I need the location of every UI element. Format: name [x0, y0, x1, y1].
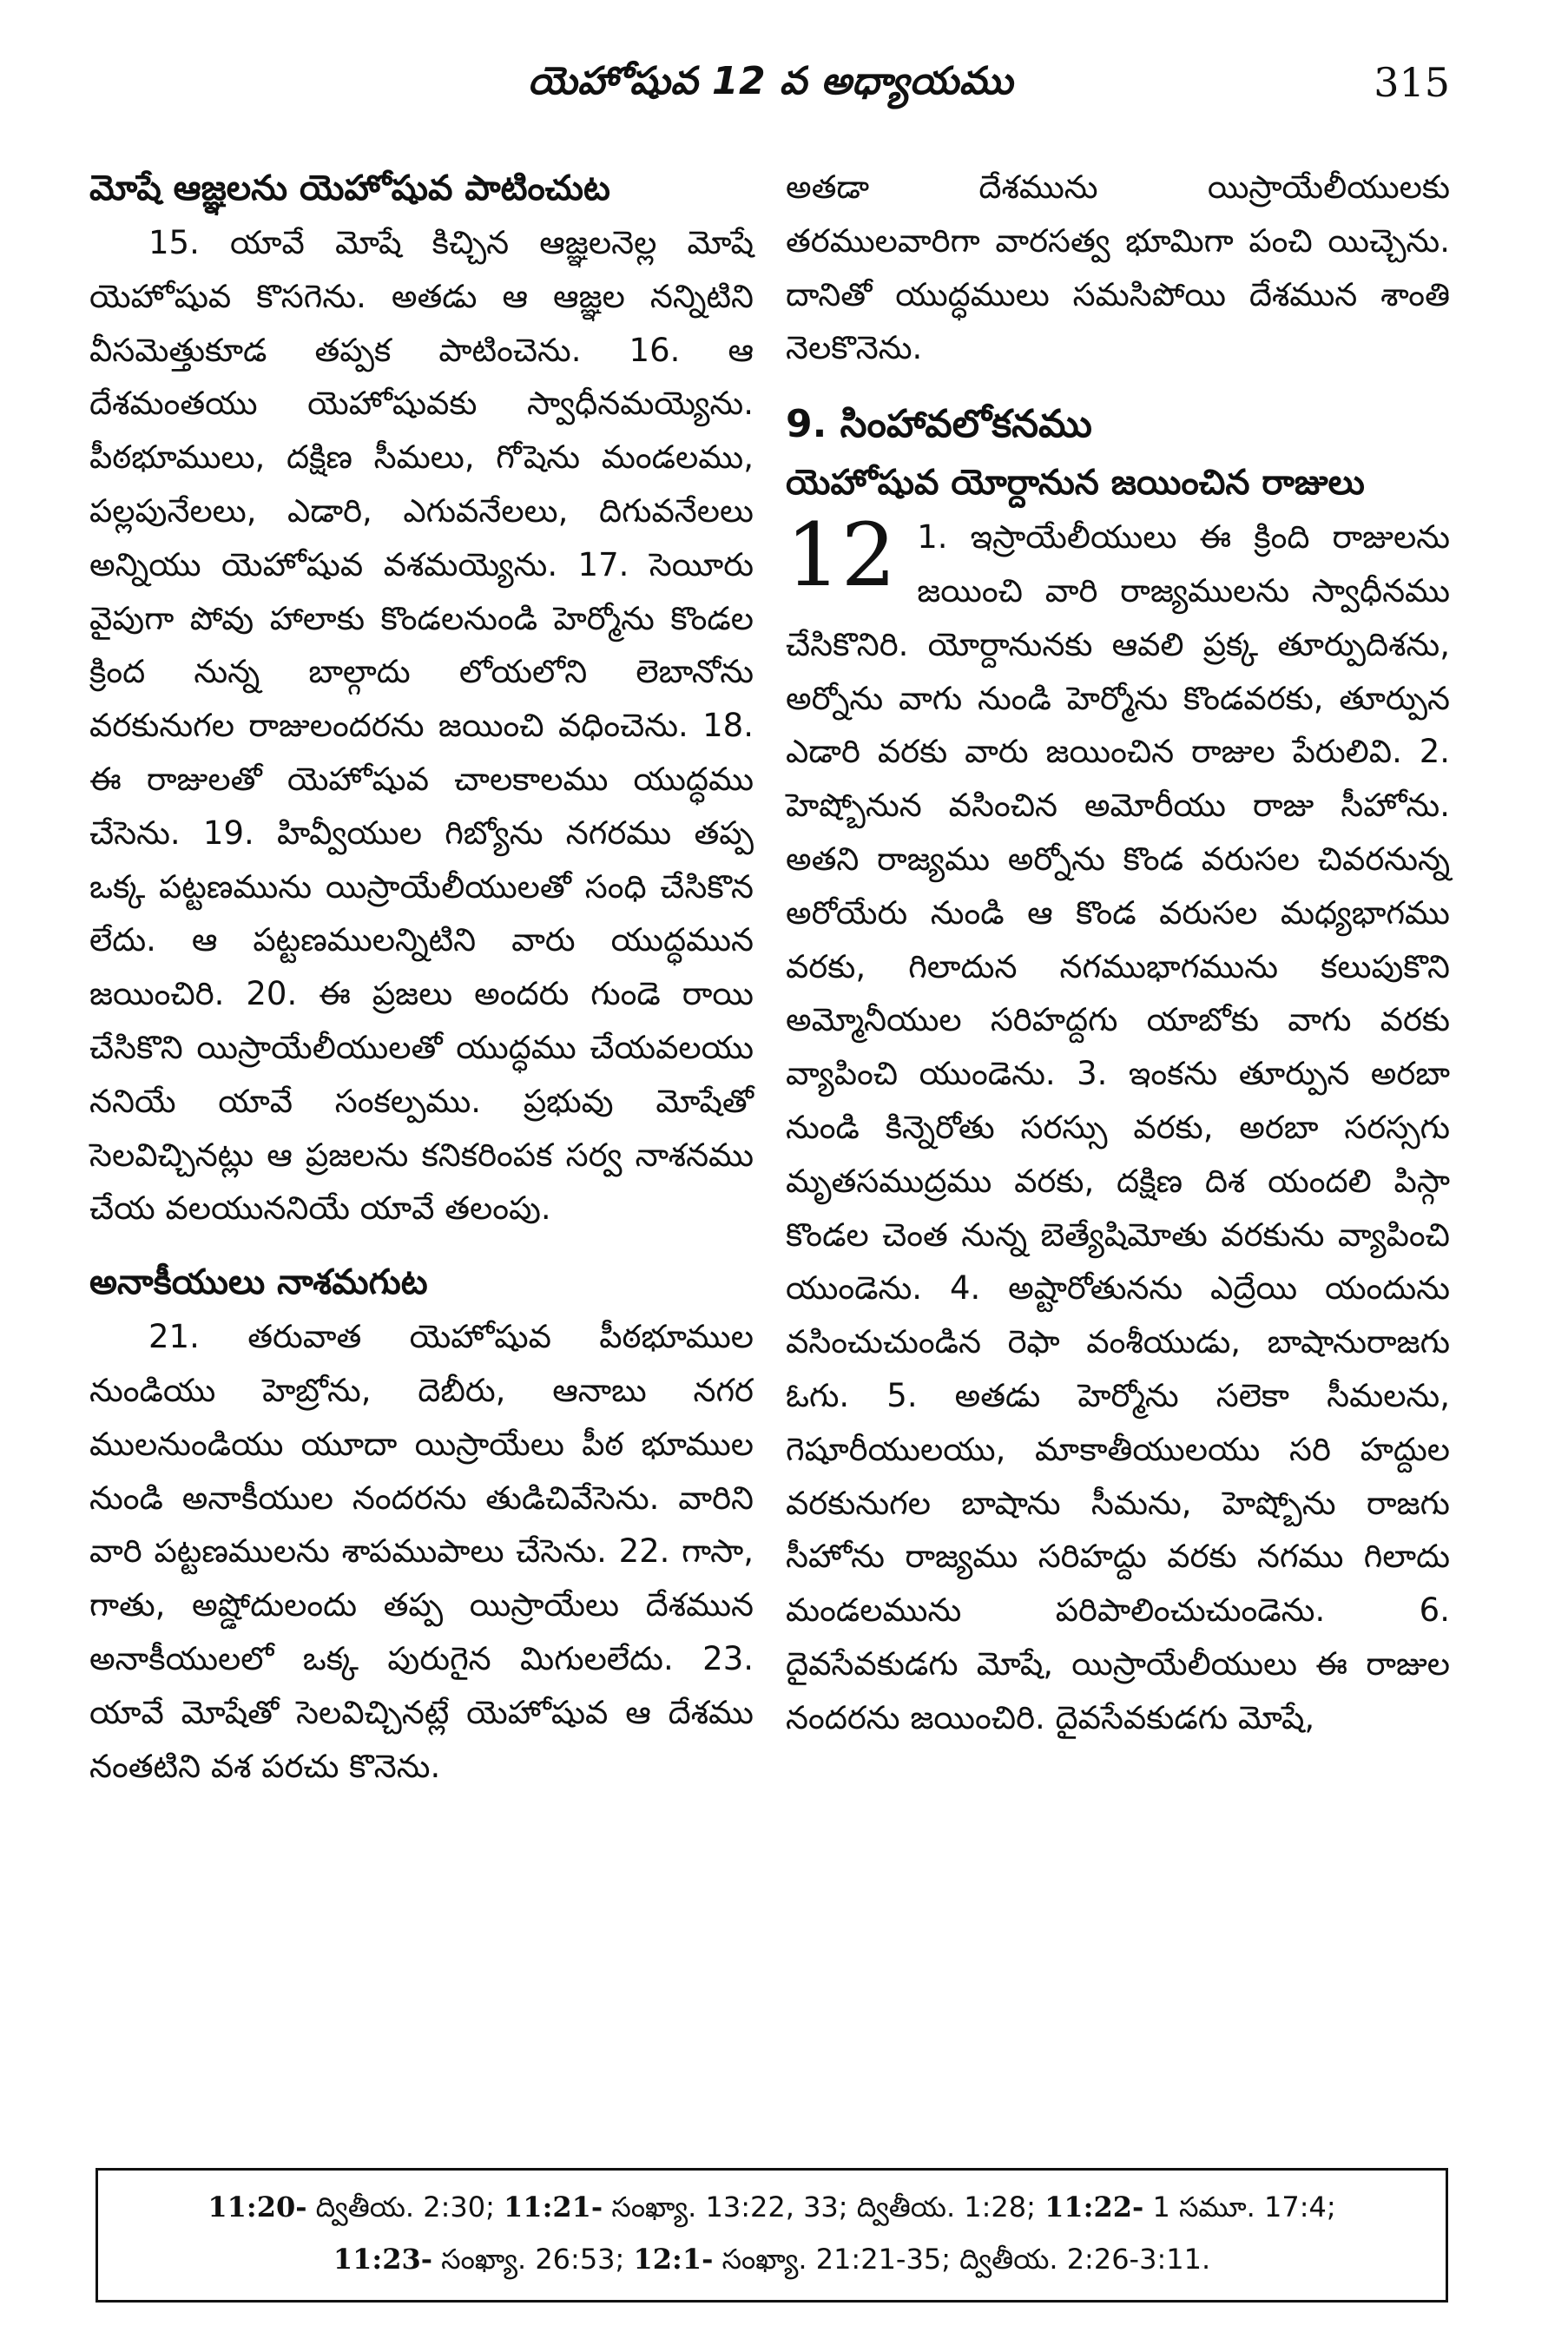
- reference-text: ద్వితీయ. 2:30;: [306, 2191, 504, 2224]
- reference-verse: 11:22-: [1044, 2191, 1144, 2224]
- running-title: యెహోషువ 12 వ అధ్యాయము: [527, 59, 1014, 103]
- body-paragraph: 21. తరువాత యెహోషువ పీఠభూముల నుండియు హెబ్రోను, దెబీరు, ఆనాబు నగర ములనుండియు యూదా యిస్రాయేలు పీఠ భూముల నుండి అనాకీయుల నందరను తుడిచివేసెను. వారిని వారి పట్టణములను శాపముపాలు చేసెను. 22. గాసా, గాతు, అష్డోదులందు తప్ప యిస్రాయేలు దేశమున అనాకీయులలో ఒక్క పురుగైన మిగులలేదు. 23. యావే మోషేతో సెలవిచ్చినట్లే యెహోషువ ఆ దేశము నంతటిని వశ పరచు కొనెను.: [89, 1318, 754, 1785]
- body-paragraph-continued: అతడా దేశమును యిస్రాయేలీయులకు తరములవారిగా వారసత్వ భూమిగా పంచి యిచ్చెను. దానితో యుద్ధములు సమసిపోయి దేశమున శాంతి నెలకొనెను.: [786, 168, 1450, 367]
- section-subheading: యెహోషువ యోర్దానున జయించిన రాజులు: [786, 463, 1365, 504]
- reference-text: సంఖ్యా. 26:53;: [432, 2243, 634, 2276]
- section-title: 9. సింహావలోకనము: [786, 402, 1092, 447]
- page-header: [91, 54, 1450, 123]
- right-column: [786, 161, 1450, 1745]
- reference-verse: 12:1-: [633, 2243, 714, 2276]
- page-number: 315: [1374, 59, 1450, 106]
- reference-text: సంఖ్యా. 13:22, 33; ద్వితీయ. 1:28;: [603, 2191, 1045, 2224]
- left-column: [89, 161, 754, 1793]
- cross-reference-box: [96, 2168, 1448, 2303]
- body-paragraph: 15. యావే మోషే కిచ్చిన ఆజ్ఞలనెల్ల మోషే యెహోషువ కొసగెను. అతడు ఆ ఆజ్ఞల నన్నిటిని వీసమెత్తుకూడ తప్పక పాటించెను. 16. ఆ దేశమంతయు యెహోషువకు స్వాధీనమయ్యెను. పీఠభూములు, దక్షిణ సీమలు, గోషెను మండలము, పల్లపునేలలు, ఎడారి, ఎగువనేలలు, దిగువనేలలు అన్నియు యెహోషువ వశమయ్యెను. 17. సెయీరు వైపుగా పోవు హాలాకు కొండలనుండి హెర్మోను కొండల క్రింద నున్న బాల్గాదు లోయలోని లెబానోను వరకునుగల రాజులందరను జయించి వధించెను. 18. ఈ రాజులతో యెహోషువ చాలకాలము యుద్ధము చేసెను. 19. హివ్వీయుల గిబ్యోను నగరము తప్ప ఒక్క పట్టణమును యిస్రాయేలీయులతో సంధి చేసికొన లేదు. ఆ పట్టణములన్నిటిని వారు యుద్ధమున జయించిరి. 20. ఈ ప్రజలు అందరు గుండె రాయి చేసికొని యిస్రాయేలీయులతో యుద్ధము చేయవలయు ననియే యావే సంకల్పము. ప్రభువు మోషేతో సెలవిచ్చినట్లు ఆ ప్రజలను కనికరింపక సర్వ నాశనము చేయ వలయుననియే యావే తలంపు.: [89, 224, 754, 1228]
- cross-reference-line: [98, 2181, 1446, 2233]
- chapter-number: 12: [786, 504, 897, 607]
- reference-verse: 11:20-: [208, 2191, 307, 2224]
- cross-reference-line: [98, 2233, 1446, 2285]
- reference-verse: 11:23-: [333, 2243, 432, 2276]
- section-heading-anakim-destroyed: అనాకీయులు నాశమగుట: [89, 1262, 428, 1303]
- reference-verse: 11:21-: [504, 2191, 603, 2224]
- chapter-text: 1. ఇస్రాయేలీయులు ఈ క్రింది రాజులను జయించి వారి రాజ్యములను స్వాధీనము చేసికొనిరి. యోర్దానునకు ఆవలి ప్రక్క తూర్పుదిశను, అర్నోను వాగు నుండి హెర్మోను కొండవరకు, తూర్పున ఎడారి వరకు వారు జయించిన రాజుల పేరులివి. 2. హెష్బోనున వసించిన అమోరీయు రాజు సీహోను. అతని రాజ్యము అర్నోను కొండ వరుసల చివరనున్న అరోయేరు నుండి ఆ కొండ వరుసల మధ్యభాగము వరకు, గిలాదున నగముభాగమును కలుపుకొని అమ్మోనీయుల సరిహద్దగు యాబోకు వాగు వరకు వ్యాపించి యుండెను. 3. ఇంకను తూర్పున అరబా నుండి కిన్నెరోతు సరస్సు వరకు, అరబా సరస్సగు మృతసముద్రము వరకు, దక్షిణ దిశ యందలి పిస్గా కొండల చెంత నున్న బెత్యేషిమోతు వరకును వ్యాపించి యుండెను. 4. అష్టారోతునను ఎద్రేయి యందును వసించుచుండిన రెఫా వంశీయుడు, బాషానురాజగు ఓగు. 5. అతడు హెర్మోను సలెకా సీమలను, గెషూరీయులయు, మాకాతీయులయు సరి హద్దుల వరకునుగల బాషాను సీమను, హెష్బోను రాజగు సీహోను రాజ్యము సరిహద్దు వరకు నగము గిలాదు మండలమును పరిపాలించుచుండెను. 6. దైవసేవకుడగు మోషే, యిస్రాయేలీయులు ఈ రాజుల నందరను జయించిరి. దైవసేవకుడగు మోషే,: [786, 518, 1450, 1736]
- section-heading-moses-commands: మోషే ఆజ్ఞలను యెహోషువ పాటించుట: [89, 168, 610, 208]
- reference-text: 1 సమూ. 17:4;: [1143, 2191, 1336, 2224]
- chapter-paragraph: [786, 504, 1450, 1744]
- reference-text: సంఖ్యా. 21:21-35; ద్వితీయ. 2:26-3:11.: [713, 2243, 1211, 2276]
